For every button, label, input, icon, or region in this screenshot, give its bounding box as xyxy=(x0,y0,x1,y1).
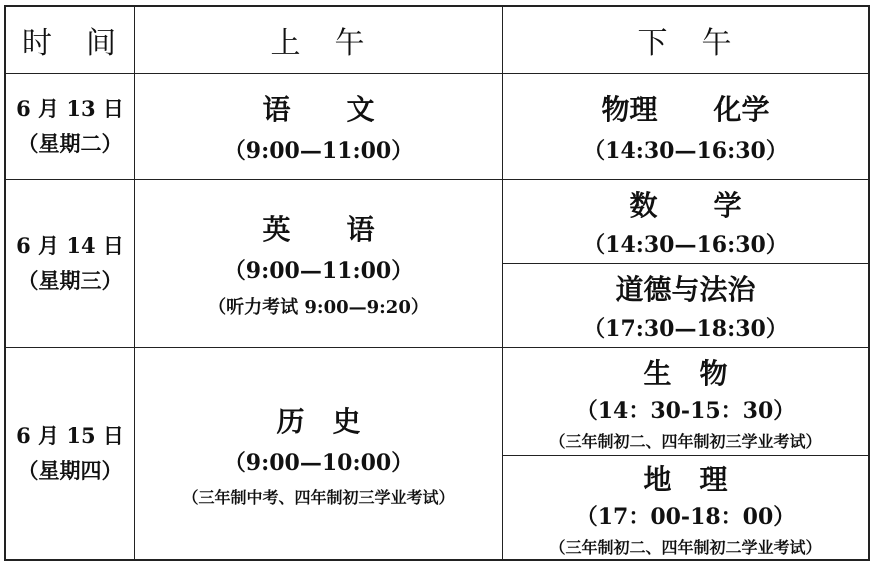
row2-morning-cell xyxy=(135,180,502,347)
header-afternoon: 下 午 xyxy=(637,26,734,61)
row1-weekday: （星期二） xyxy=(17,130,123,156)
row3-morning-note: （三年制中考、四年制初三学业考试） xyxy=(182,487,455,507)
row1-afternoon-cell xyxy=(503,74,868,179)
row3-date: 6 月 15 日 xyxy=(16,422,124,448)
header-morning: 上 午 xyxy=(270,26,367,61)
table-border-right xyxy=(868,5,870,561)
row2-afternoon-time-a: （14:30—16:30） xyxy=(583,232,788,258)
row2-morning-note: （听力考试 9:00—9:20） xyxy=(208,297,429,318)
row1-afternoon-subject: 物理 化学 xyxy=(601,93,770,126)
row3-afternoon-time-b: （17：00-18：00） xyxy=(575,503,796,530)
row1-morning-subject: 语 文 xyxy=(262,93,375,126)
row1-afternoon-time: （14:30—16:30） xyxy=(583,138,788,164)
row3-afternoon-cell-b xyxy=(503,456,868,559)
row3-morning-time: （9:00—10:00） xyxy=(223,449,414,476)
row2-weekday: （星期三） xyxy=(17,267,123,293)
row3-date-cell xyxy=(6,348,134,559)
row2-afternoon-subject-a: 数 学 xyxy=(629,189,742,222)
row3-morning-subject: 历 史 xyxy=(276,404,361,438)
row2-morning-time: （9:00—11:00） xyxy=(223,258,414,284)
row3-afternoon-cell-a xyxy=(503,348,868,455)
row3-afternoon-note-b: （三年制初二、四年制初二学业考试） xyxy=(549,537,822,557)
row2-afternoon-time-b: （17:30—18:30） xyxy=(583,316,788,342)
row2-date-cell xyxy=(6,180,134,347)
row1-morning-time: （9:00—11:00） xyxy=(223,138,414,164)
row1-date: 6 月 13 日 xyxy=(16,95,124,121)
row3-weekday: （星期四） xyxy=(17,457,123,483)
row1-morning-cell xyxy=(135,74,502,179)
row3-afternoon-time-a: （14：30-15：30） xyxy=(575,397,796,424)
header-time: 时 间 xyxy=(22,26,118,61)
row2-afternoon-cell-a xyxy=(503,180,868,263)
row3-afternoon-note-a: （三年制初二、四年制初三学业考试） xyxy=(549,431,822,451)
row2-afternoon-cell-b xyxy=(503,264,868,347)
row2-morning-subject: 英 语 xyxy=(262,213,375,246)
row3-afternoon-subject-b: 地 理 xyxy=(643,462,728,496)
row3-afternoon-subject-a: 生 物 xyxy=(643,356,728,390)
row2-afternoon-subject-b: 道德与法治 xyxy=(615,273,756,306)
row1-date-cell xyxy=(6,74,134,179)
row3-morning-cell xyxy=(135,348,502,559)
row2-date: 6 月 14 日 xyxy=(16,232,124,258)
